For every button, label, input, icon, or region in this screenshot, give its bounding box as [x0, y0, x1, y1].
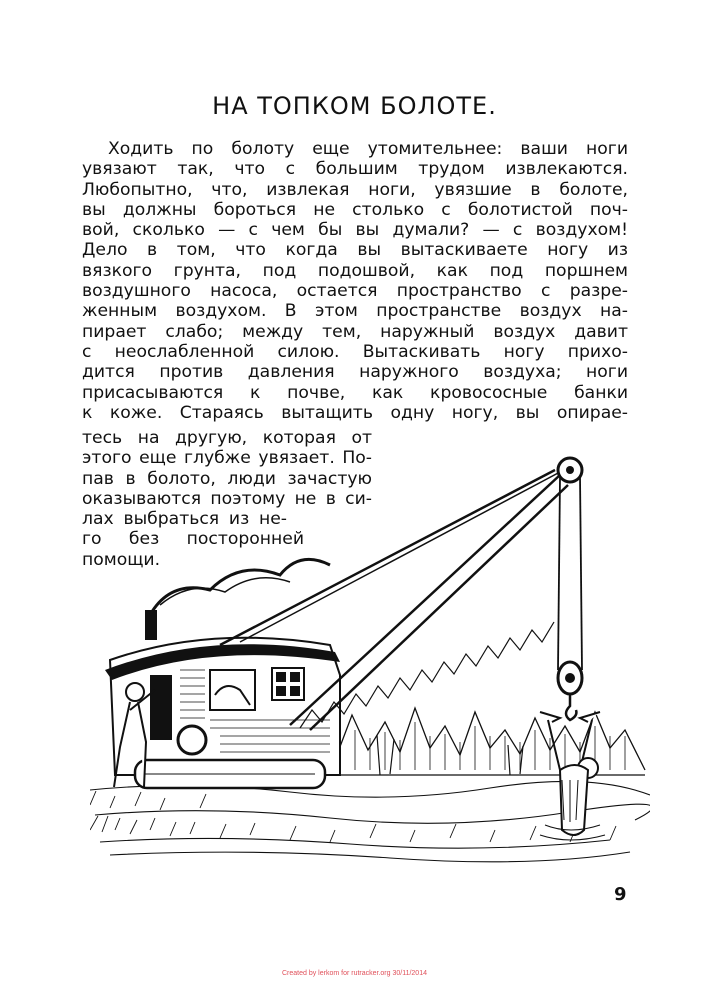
body-paragraph: [82, 139, 628, 423]
text-line: присасываются к почве, как кровососные банки: [82, 382, 628, 403]
text-line: дится против давления наружного воздуха; ноги: [82, 362, 628, 383]
text-line: лах выбраться из не-: [82, 509, 287, 530]
text-line: вязкого грунта, под подошвой, как под поршнем: [82, 260, 628, 281]
text-line: женным воздухом. В этом пространстве воздух на-: [82, 301, 628, 322]
text-line: воздушного насоса, остается пространство с разре-: [82, 281, 628, 302]
text-line: оказываются поэтому не в си-: [82, 488, 372, 509]
text-line: помощи.: [82, 549, 161, 570]
scan-credit: Created by lerkom for rutracker.org 30/11/2014: [281, 970, 427, 977]
text-line: вы должны бороться не столько с болотистой поч-: [82, 199, 628, 220]
text-line: с неослабленной силою. Вытаскивать ногу прихо-: [82, 341, 628, 362]
text-line: тесь на другую, которая от: [82, 428, 372, 448]
text-line: Ходить по болоту еще утомительнее: ваши ноги: [108, 139, 628, 159]
text-line: Любопытно, что, извлекая ноги, увязшие в болоте,: [82, 179, 628, 200]
text-line: пирает слабо; между тем, наружный воздух давит: [82, 321, 628, 342]
text-line: этого еще глубже увязает. По-: [82, 448, 372, 469]
text-line: го без посторонней: [82, 529, 304, 550]
page-title: НА ТОПКОМ БОЛОТЕ.: [212, 92, 497, 120]
text-line: пав в болото, люди зачастую: [82, 468, 372, 489]
crane-illustration: [90, 430, 650, 870]
text-line: Дело в том, что когда вы вытаскиваете ногу из: [82, 240, 628, 261]
page-number: 9: [614, 884, 627, 905]
text-line: увязают так, что с большим трудом извлекаются.: [82, 159, 628, 180]
text-line: к коже. Стараясь вытащить одну ногу, вы опирае-: [82, 402, 628, 423]
text-line: вой, сколько — с чем бы вы думали? — с воздухом!: [82, 220, 628, 241]
